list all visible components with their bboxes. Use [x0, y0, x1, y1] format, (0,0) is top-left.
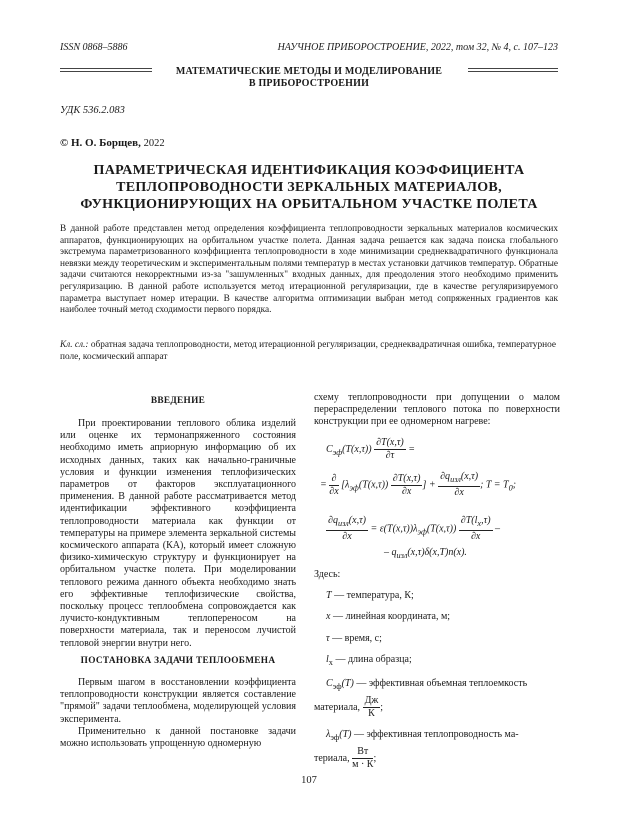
eq2-q-arg: (x,τ): [460, 471, 479, 482]
intro-section: [60, 418, 296, 650]
def-l-sub: x: [328, 657, 333, 667]
eq2-num-a: ∂: [329, 473, 338, 486]
keywords: [60, 340, 558, 363]
def-C-arg: (T): [341, 678, 354, 690]
eq3-minus: –: [495, 523, 501, 535]
eq3-num: [326, 515, 368, 531]
eq2-lambda-arg: (T(x,τ)): [358, 479, 389, 491]
def-C-unit-den: К: [368, 708, 375, 720]
eq3-q-sub: изл: [337, 519, 349, 528]
section-heading-line2: В ПРИБОРОСТРОЕНИИ: [248, 78, 370, 89]
eq2-num-c: [438, 471, 480, 487]
def-C-units: [314, 695, 560, 720]
eq1-arg: (T(x,τ)): [342, 443, 372, 455]
eq2-end: ;: [512, 479, 517, 491]
eq2-lambda: [λ: [341, 479, 350, 491]
eq2-lambda-sub: эф: [349, 483, 359, 493]
eq3-den2: ∂x: [470, 531, 481, 542]
paper-title: [60, 162, 558, 213]
equation-4: [384, 547, 467, 560]
def-lambda-arg: (T): [339, 729, 352, 741]
eq3-den: ∂x: [342, 531, 352, 542]
problem-paragraph-1: Первым шагом в восстановлении коэффициента теплопроводности конструкции является составление "прямой" задачи теплообмена, моделирующей условия эксперимента.: [60, 677, 296, 725]
definitions-intro: Здесь:: [314, 569, 341, 580]
def-item-lx: [314, 654, 560, 669]
def-lambda-unit-den: м · К: [352, 759, 374, 771]
eq1-equals: =: [408, 443, 415, 455]
journal-citation: НАУЧНОЕ ПРИБОРОСТРОЕНИЕ, 2022, том 32, № 4, с. 107–123: [277, 42, 558, 53]
eq3-q: ∂q: [328, 515, 338, 526]
def-lambda-units: [314, 746, 560, 771]
right-column-intro: схему теплопроводности при допущении о малом перераспределении теплового потока по поверхности конструкции при ее одномерном нагреве:: [314, 392, 560, 428]
def-C-unit-frac: [363, 695, 384, 720]
eq2-plus: +: [428, 479, 436, 491]
eq2-close: ]: [422, 479, 427, 491]
author-line: [60, 137, 165, 149]
def-x-text: — линейная координата, м;: [332, 611, 451, 623]
def-C-text: — эффективная объемная теплоемкость: [356, 678, 528, 690]
eq2-fraction-b: [391, 473, 423, 498]
eq2-den-b: ∂x: [401, 485, 412, 497]
def-T-sym: T: [326, 590, 332, 602]
copyright-symbol: ©: [60, 137, 69, 149]
def-l-sym: l: [326, 653, 329, 665]
keywords-label: Кл. сл.:: [60, 340, 89, 350]
def-item-C: [314, 678, 560, 693]
eq3-num2-tail: ,τ): [481, 515, 491, 526]
eq2-q-sub: изл: [450, 475, 461, 484]
page-number: 107: [301, 775, 317, 786]
def-x-sym: x: [326, 611, 331, 623]
equation-2: [320, 471, 516, 499]
eq2-fraction-c: [438, 471, 480, 499]
eq2-den-c: ∂x: [454, 487, 464, 498]
eq2-q: ∂q: [440, 471, 451, 482]
eq3-num2: [459, 515, 493, 531]
intro-heading: [60, 395, 296, 407]
def-item-x: [314, 611, 560, 623]
eq2-den-a: ∂x: [329, 485, 339, 497]
def-item-T: [314, 590, 560, 602]
intro-heading-text: ВВЕДЕНИЕ: [150, 396, 206, 406]
intro-paragraph: При проектировании теплового облика изделий или оценке их термонапряженного состояния необходимо иметь априорную информацию об их исходных данных, таких как начально-граничные условия и функции изменения теплофизических параметров от факторов эксплуатационного применения. В данной работе рассматривается метод идентификации эффективного коэффициента теплопроводности материала как функции от температуры на примере элемента зеркальной системы космического аппарата (КА), который имеет сложную физико-химическую структуру и функционирует на орбитальном участке полета. При моделировании теплового режима данного объекта необходимо знать его эффективные теплофизические свойства, поскольку процесс теплообмена сопровождается как лучисто-кондуктивным теплопереносом на поверхности материала, так и переносом лучистой тепловой энергии внутри него.: [60, 418, 296, 649]
def-C-cont: материала,: [314, 702, 361, 714]
def-C-sub: эф: [332, 682, 342, 692]
equation-3: [326, 515, 500, 543]
def-C-unit-num: Дж: [364, 695, 379, 707]
keywords-text: обратная задача теплопроводности, метод итерационной регуляризации, среднеквадратичная ошибка, температурное поле, космический аппарат: [60, 340, 556, 362]
eq3-num2-sub: x: [477, 519, 482, 528]
def-lambda-sub: эф: [330, 733, 340, 743]
eq3-mid: = ε(T(x,τ))λ: [370, 523, 418, 535]
problem-heading: [60, 655, 296, 667]
eq3-num2-a: ∂T(l: [460, 515, 478, 526]
eq2-fraction-a: [329, 473, 338, 498]
eq1-c-sub: эф: [332, 447, 343, 457]
equation-1: [326, 437, 415, 462]
author-name: Н. О. Борщев,: [70, 137, 141, 149]
eq4-q: – q: [384, 547, 397, 558]
eq3-mid-arg: (T(x,τ)): [426, 523, 457, 535]
def-tau-text: — время, с;: [332, 632, 382, 644]
title-line3: ФУНКЦИОНИРУЮЩИХ НА ОРБИТАЛЬНОМ УЧАСТКЕ ПОЛЕТА: [80, 197, 538, 212]
section-heading: [60, 66, 558, 90]
def-tau-sym: τ: [326, 632, 330, 644]
eq3-fraction-a: [326, 515, 368, 543]
eq2-equals: =: [320, 479, 327, 491]
def-item-tau: [314, 633, 560, 645]
title-line2: ТЕПЛОПРОВОДНОСТИ ЗЕРКАЛЬНЫХ МАТЕРИАЛОВ,: [116, 180, 502, 195]
def-lambda-cont: териала,: [314, 753, 350, 765]
eq3-mid-sub: эф: [417, 527, 427, 537]
eq1-fraction: [374, 437, 406, 462]
eq2-tail-sub: 0: [508, 483, 513, 493]
problem-heading-text: ПОСТАНОВКА ЗАДАЧИ ТЕПЛООБМЕНА: [80, 656, 276, 666]
abstract: В данной работе представлен метод определения коэффициента теплопроводности зеркальных материалов космических аппаратов, функционирующих на орбитальном участке полета. Данная задача решается как задача поиска глобального экстремума параметризованного коэффициента теплопроводности в ходе минимизации среднеквадратичного функционала невязки между теоретическим и экспериментальным полями температур в местах установки датчиков температур. Обратные задачи считаются некорректными из-за "зашумленных" входных данных, для преодоления этого необходимо применить регуляризацию. В данной работе используется метод итерационной регуляризации, где в качестве регуляризируемого параметра выступает номер итерации. В качестве алгоритма оптимизации выбран метод сопряженных градиентов как наиболее точный метод сходимости первого порядка.: [60, 224, 558, 316]
eq3-fraction-b: [459, 515, 493, 543]
def-l-text: — длина образца;: [335, 653, 412, 665]
eq1-den: ∂τ: [385, 450, 395, 461]
def-lambda-unit-num: Вт: [352, 746, 373, 759]
def-C-end: ;: [380, 702, 384, 714]
def-lambda-end: ;: [373, 753, 377, 765]
eq2-num-b: ∂T(x,τ): [392, 472, 421, 484]
problem-section: [60, 677, 296, 750]
eq1-c: C: [326, 443, 333, 455]
section-heading-line1: МАТЕМАТИЧЕСКИЕ МЕТОДЫ И МОДЕЛИРОВАНИЕ: [175, 66, 443, 77]
eq1-num: ∂T(x,τ): [376, 437, 404, 448]
def-item-lambda: [314, 729, 560, 744]
udc-code: УДК 536.2.083: [60, 105, 125, 116]
definitions: [314, 569, 560, 780]
problem-paragraph-2: Применительно к данной постановке задачи можно использовать упрощенную одномерную: [60, 725, 296, 750]
title-line1: ПАРАМЕТРИЧЕСКАЯ ИДЕНТИФИКАЦИЯ КОЭФФИЦИЕНТА: [93, 163, 525, 178]
def-lambda-unit-frac: [352, 746, 373, 771]
def-T-text: — температура, К;: [334, 590, 414, 602]
def-lambda-text: — эффективная теплопроводность ма-: [354, 729, 519, 741]
eq3-q-arg: (x,τ): [348, 515, 366, 526]
issn: ISSN 0868–5886: [60, 42, 128, 53]
eq2-tail: ; T = T: [480, 479, 509, 491]
def-lambda-sym: λ: [326, 729, 331, 741]
author-year: 2022: [143, 138, 165, 149]
def-C-sym: C: [326, 678, 333, 690]
eq4-q-sub: изл: [396, 551, 408, 560]
eq4-tail: (x,τ)δ(x,T)n(x).: [407, 547, 467, 558]
